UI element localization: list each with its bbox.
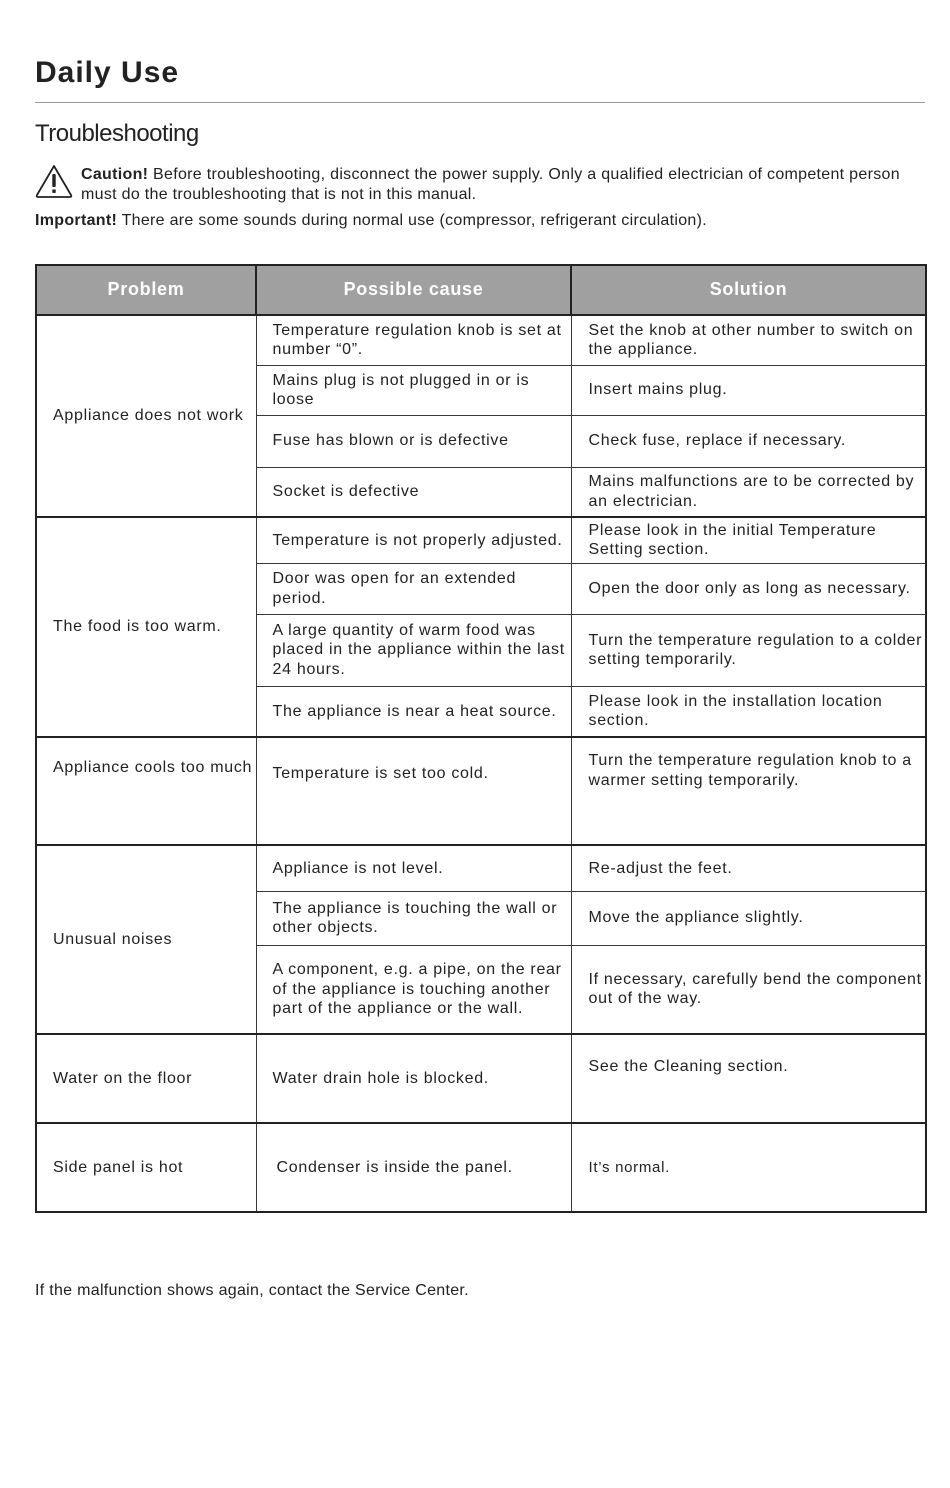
solution-cell: Re-adjust the feet. bbox=[571, 845, 926, 891]
cause-cell: Appliance is not level. bbox=[256, 845, 571, 891]
cause-cell: Temperature regulation knob is set at number “0”. bbox=[256, 315, 571, 365]
solution-cell: Move the appliance slightly. bbox=[571, 891, 926, 945]
table-row bbox=[36, 315, 926, 365]
cause-cell: A large quantity of warm food was placed in the appliance within the last 24 hours. bbox=[256, 614, 571, 686]
title-divider bbox=[35, 102, 925, 103]
cause-cell: Fuse has blown or is defective bbox=[256, 415, 571, 467]
cause-cell: Door was open for an extended period. bbox=[256, 563, 571, 614]
cause-cell: Water drain hole is blocked. bbox=[256, 1034, 571, 1123]
cause-cell: Condenser is inside the panel. bbox=[256, 1123, 571, 1212]
solution-cell: Turn the temperature regulation to a colder setting temporarily. bbox=[571, 614, 926, 686]
table-row bbox=[36, 737, 926, 845]
table-header-row bbox=[36, 265, 926, 315]
solution-cell: It’s normal. bbox=[571, 1123, 926, 1212]
cause-cell: Temperature is not properly adjusted. bbox=[256, 517, 571, 563]
problem-group bbox=[36, 517, 926, 737]
solution-cell: Check fuse, replace if necessary. bbox=[571, 415, 926, 467]
header-solution: Solution bbox=[571, 265, 926, 315]
page-title: Daily Use bbox=[35, 56, 180, 89]
table-row bbox=[36, 1123, 926, 1212]
problem-cell: Water on the floor bbox=[36, 1034, 256, 1123]
problem-cell: Side panel is hot bbox=[36, 1123, 256, 1212]
caution-label: Caution! bbox=[81, 166, 149, 183]
caution-body: Before troubleshooting, disconnect the power supply. Only a qualified electrician of competent person must do the troubleshooting that is not in this manual. bbox=[81, 166, 900, 203]
problem-cell: Appliance cools too much bbox=[36, 737, 256, 845]
cause-cell: The appliance is near a heat source. bbox=[256, 686, 571, 737]
problem-group bbox=[36, 1034, 926, 1123]
important-note bbox=[35, 211, 925, 231]
cause-cell: Temperature is set too cold. bbox=[256, 737, 571, 845]
important-body: There are some sounds during normal use (compressor, refrigerant circulation). bbox=[117, 212, 707, 229]
problem-group bbox=[36, 845, 926, 1034]
solution-cell: Set the knob at other number to switch on the appliance. bbox=[571, 315, 926, 365]
cause-cell: Mains plug is not plugged in or is loose bbox=[256, 365, 571, 415]
solution-cell: See the Cleaning section. bbox=[571, 1034, 926, 1123]
cause-cell: The appliance is touching the wall or other objects. bbox=[256, 891, 571, 945]
header-problem: Problem bbox=[36, 265, 256, 315]
problem-cell: The food is too warm. bbox=[36, 517, 256, 737]
important-label: Important! bbox=[35, 212, 118, 229]
solution-cell: Please look in the initial Temperature Setting section. bbox=[571, 517, 926, 563]
table-row bbox=[36, 517, 926, 563]
cause-cell: Socket is defective bbox=[256, 467, 571, 517]
problem-group bbox=[36, 315, 926, 517]
table-row bbox=[36, 845, 926, 891]
header-possible-cause: Possible cause bbox=[256, 265, 571, 315]
troubleshooting-table bbox=[35, 264, 925, 1213]
solution-cell: Please look in the installation location section. bbox=[571, 686, 926, 737]
warning-triangle-icon bbox=[34, 163, 74, 199]
solution-cell: Turn the temperature regulation knob to a warmer setting temporarily. bbox=[571, 737, 926, 845]
problem-cell: Appliance does not work bbox=[36, 315, 256, 517]
solution-cell: Open the door only as long as necessary. bbox=[571, 563, 926, 614]
solution-cell: Mains malfunctions are to be corrected by an electrician. bbox=[571, 467, 926, 517]
problem-group bbox=[36, 737, 926, 845]
problem-group bbox=[36, 1123, 926, 1212]
solution-cell: Insert mains plug. bbox=[571, 365, 926, 415]
solution-cell: If necessary, carefully bend the component out of the way. bbox=[571, 945, 926, 1034]
footer-note: If the malfunction shows again, contact the Service Center. bbox=[35, 1282, 469, 1299]
problem-cell: Unusual noises bbox=[36, 845, 256, 1034]
section-title: Troubleshooting bbox=[35, 120, 199, 147]
table-row bbox=[36, 1034, 926, 1123]
cause-cell: A component, e.g. a pipe, on the rear of the appliance is touching another part of the appliance or the wall. bbox=[256, 945, 571, 1034]
caution-note bbox=[81, 165, 921, 204]
